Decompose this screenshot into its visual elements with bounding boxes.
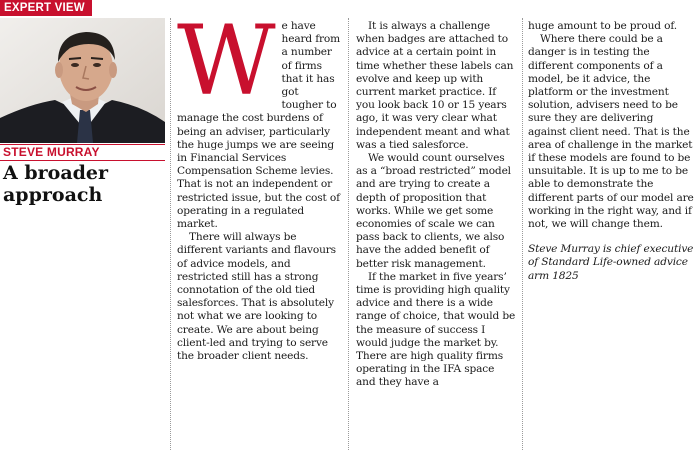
column-divider — [348, 18, 349, 450]
column-divider — [170, 18, 171, 450]
column-divider — [522, 18, 523, 450]
drop-cap: W — [177, 5, 276, 117]
article-column-3 — [528, 20, 694, 283]
headline: A broader approach — [3, 162, 109, 206]
paragraph: There will always be different variants and flavours of advice models, and restricted still has a strong connotation of the old tied salesforces. That is absolutely not what we are looking to create. We are about being client-led and trying to serve the broader client needs. — [177, 231, 336, 363]
paragraph: huge amount to be proud of. — [528, 20, 677, 32]
paragraph: Where there could be a danger is in testing the different components of a model, be it advice, the platform or the investment solution, advisers need to be sure they are delivering against client need. That is the area of challenge in the market if these models are found to be unsuitable. It is up to me to be able to demonstrate the different parts of our model are working in the right way, and if not, we will change them. — [528, 33, 694, 231]
article-column-1 — [177, 5, 341, 363]
author-name: STEVE MURRAY — [3, 145, 100, 159]
paragraph: e have heard from a number of firms that it has got tougher to manage the cost burdens of being an adviser, particularly the huge jumps we are seeing in Financial Services Compensation Scheme levies. That is not an independent or restricted issue, but the cost of operating in a regulated market. — [177, 20, 341, 231]
author-photo — [0, 18, 165, 143]
paragraph: If the market in five years’ time is providing high quality advice and there is a wide range of choice, that would be the measure of success I would judge the market by. There are high quality firms operating in the IFA space and they have a — [356, 270, 516, 389]
article-column-2 — [356, 20, 516, 390]
section-label: EXPERT VIEW — [0, 0, 92, 16]
byline-bottom-rule — [0, 160, 165, 161]
author-footnote: Steve Murray is chief executive of Standard Life-owned advice arm 1825 — [528, 243, 694, 282]
paragraph: We would count ourselves as a “broad restricted” model and are trying to create a depth of proposition that works. While we get some economies of scale we can pass back to clients, we also have the added benefit of better risk management. — [356, 152, 511, 270]
paragraph: It is always a challenge when badges are attached to advice at a certain point in time whether these labels can evolve and keep up with current market practice. If you look back 10 or 15 years ago, it was very clear what independent meant and what was a tied salesforce. — [356, 20, 514, 151]
